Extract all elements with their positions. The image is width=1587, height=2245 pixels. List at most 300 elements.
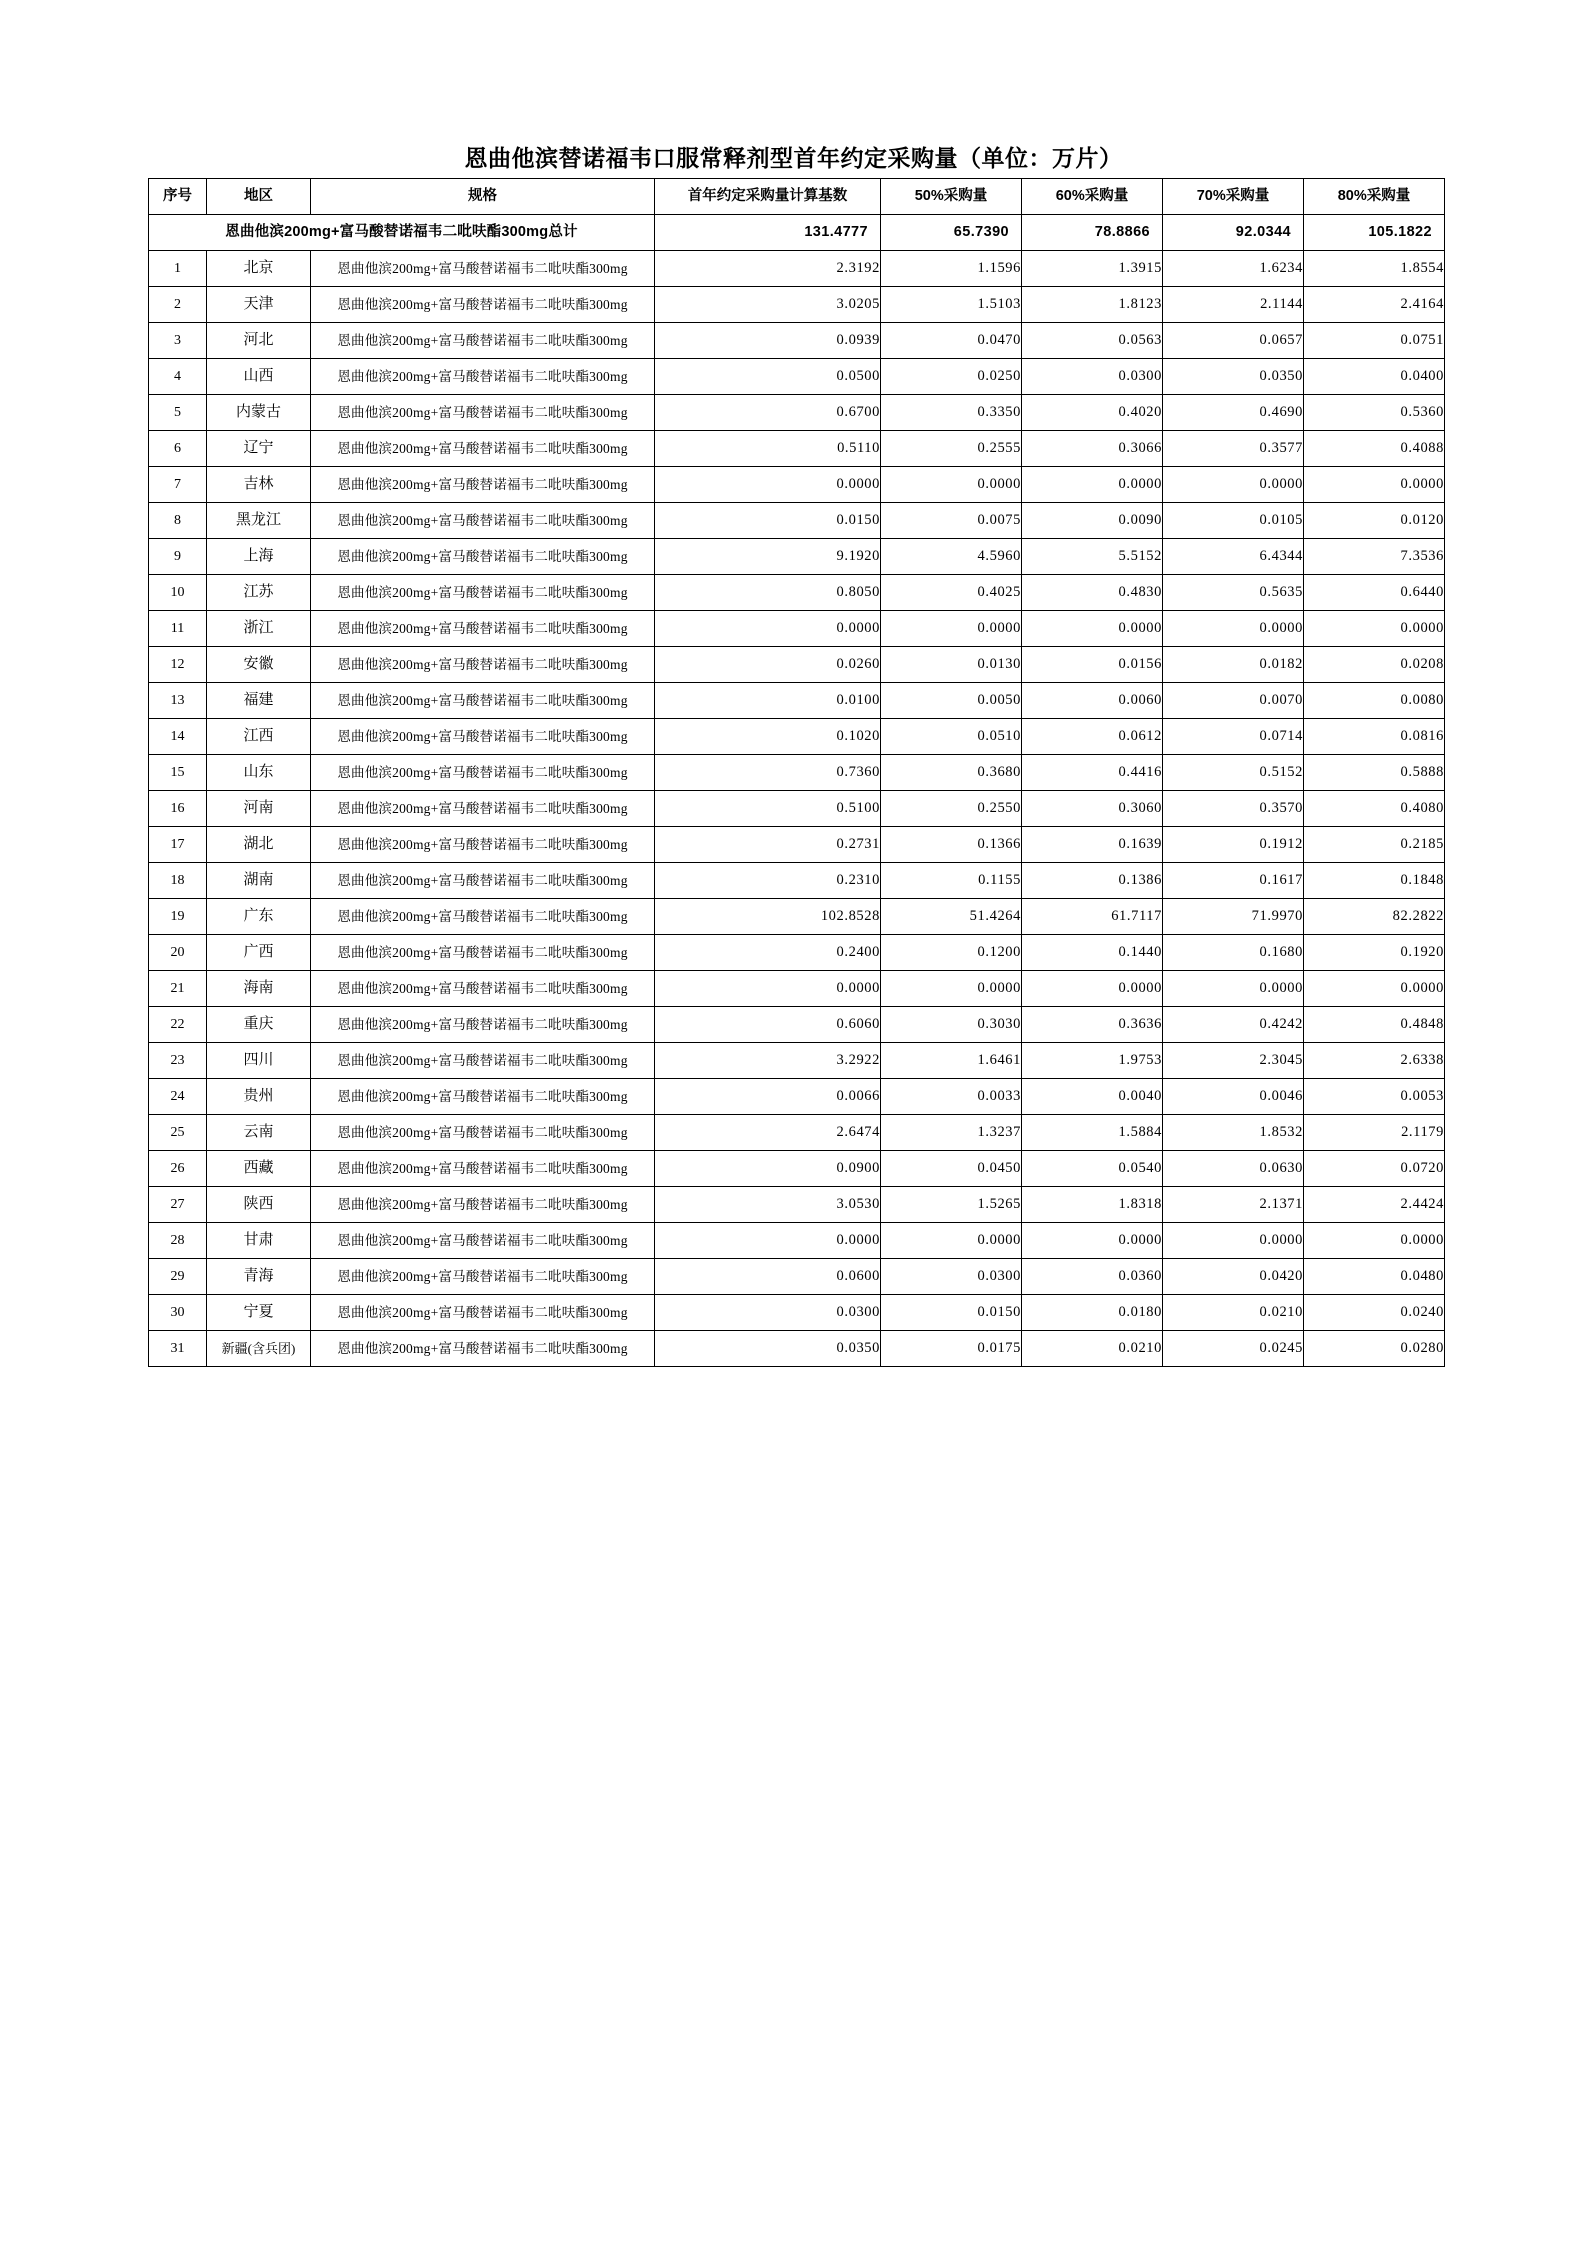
cell-p80: 0.0000 — [1304, 971, 1445, 1007]
cell-p80: 0.0000 — [1304, 1223, 1445, 1259]
cell-p70: 0.0046 — [1163, 1079, 1304, 1115]
cell-p60: 0.3060 — [1022, 791, 1163, 827]
column-header-region: 地区 — [207, 179, 311, 215]
column-header-p50: 50%采购量 — [881, 179, 1022, 215]
cell-p50: 1.5265 — [881, 1187, 1022, 1223]
table-row — [149, 503, 1445, 539]
cell-p70: 0.4242 — [1163, 1007, 1304, 1043]
cell-p50: 0.0450 — [881, 1151, 1022, 1187]
cell-p50: 1.5103 — [881, 287, 1022, 323]
cell-region: 天津 — [207, 287, 311, 323]
cell-p60: 0.1639 — [1022, 827, 1163, 863]
cell-p60: 0.3636 — [1022, 1007, 1163, 1043]
cell-region: 海南 — [207, 971, 311, 1007]
cell-p70: 0.1680 — [1163, 935, 1304, 971]
cell-spec: 恩曲他滨200mg+富马酸替诺福韦二吡呋酯300mg — [311, 1295, 655, 1331]
cell-p70: 0.0000 — [1163, 971, 1304, 1007]
cell-p80: 0.0208 — [1304, 647, 1445, 683]
cell-p80: 2.6338 — [1304, 1043, 1445, 1079]
cell-base: 0.2731 — [655, 827, 881, 863]
cell-index: 3 — [149, 323, 207, 359]
table-row — [149, 395, 1445, 431]
table-row — [149, 467, 1445, 503]
column-header-p60: 60%采购量 — [1022, 179, 1163, 215]
cell-region: 河南 — [207, 791, 311, 827]
cell-base: 0.6060 — [655, 1007, 881, 1043]
cell-p60: 1.5884 — [1022, 1115, 1163, 1151]
table-row — [149, 1223, 1445, 1259]
table-row — [149, 575, 1445, 611]
cell-index: 17 — [149, 827, 207, 863]
cell-p50: 0.0033 — [881, 1079, 1022, 1115]
cell-index: 8 — [149, 503, 207, 539]
cell-p50: 0.3350 — [881, 395, 1022, 431]
cell-region: 江西 — [207, 719, 311, 755]
cell-p80: 0.0000 — [1304, 467, 1445, 503]
cell-base: 0.7360 — [655, 755, 881, 791]
cell-p70: 0.3570 — [1163, 791, 1304, 827]
cell-spec: 恩曲他滨200mg+富马酸替诺福韦二吡呋酯300mg — [311, 935, 655, 971]
cell-p50: 51.4264 — [881, 899, 1022, 935]
column-header-spec: 规格 — [311, 179, 655, 215]
cell-p80: 0.2185 — [1304, 827, 1445, 863]
cell-index: 28 — [149, 1223, 207, 1259]
cell-p50: 0.0175 — [881, 1331, 1022, 1367]
cell-p80: 0.4848 — [1304, 1007, 1445, 1043]
cell-p70: 0.0000 — [1163, 611, 1304, 647]
cell-p50: 0.3680 — [881, 755, 1022, 791]
cell-p80: 0.0751 — [1304, 323, 1445, 359]
cell-p60: 0.0300 — [1022, 359, 1163, 395]
cell-p60: 0.0360 — [1022, 1259, 1163, 1295]
cell-p80: 2.4164 — [1304, 287, 1445, 323]
total-label: 恩曲他滨200mg+富马酸替诺福韦二吡呋酯300mg总计 — [149, 215, 655, 251]
table-row — [149, 251, 1445, 287]
cell-index: 2 — [149, 287, 207, 323]
cell-p80: 0.5888 — [1304, 755, 1445, 791]
cell-p60: 0.3066 — [1022, 431, 1163, 467]
cell-index: 25 — [149, 1115, 207, 1151]
cell-base: 0.0600 — [655, 1259, 881, 1295]
cell-p80: 7.3536 — [1304, 539, 1445, 575]
cell-p50: 0.0000 — [881, 1223, 1022, 1259]
cell-spec: 恩曲他滨200mg+富马酸替诺福韦二吡呋酯300mg — [311, 1331, 655, 1367]
cell-p80: 0.0000 — [1304, 611, 1445, 647]
table-row — [149, 323, 1445, 359]
cell-base: 0.0300 — [655, 1295, 881, 1331]
cell-base: 0.5110 — [655, 431, 881, 467]
page-title: 恩曲他滨替诺福韦口服常释剂型首年约定采购量（单位：万片） — [464, 145, 1123, 171]
table-row — [149, 683, 1445, 719]
cell-spec: 恩曲他滨200mg+富马酸替诺福韦二吡呋酯300mg — [311, 863, 655, 899]
cell-region: 吉林 — [207, 467, 311, 503]
cell-p50: 0.0130 — [881, 647, 1022, 683]
cell-p60: 0.4416 — [1022, 755, 1163, 791]
cell-base: 0.0000 — [655, 971, 881, 1007]
table-row — [149, 1007, 1445, 1043]
cell-spec: 恩曲他滨200mg+富马酸替诺福韦二吡呋酯300mg — [311, 611, 655, 647]
table-row — [149, 359, 1445, 395]
cell-index: 11 — [149, 611, 207, 647]
cell-p60: 0.4830 — [1022, 575, 1163, 611]
cell-index: 15 — [149, 755, 207, 791]
cell-p70: 0.4690 — [1163, 395, 1304, 431]
cell-region: 福建 — [207, 683, 311, 719]
table-row — [149, 431, 1445, 467]
cell-p60: 0.0563 — [1022, 323, 1163, 359]
cell-p80: 0.5360 — [1304, 395, 1445, 431]
cell-p70: 0.0420 — [1163, 1259, 1304, 1295]
cell-p50: 1.1596 — [881, 251, 1022, 287]
cell-p80: 0.0720 — [1304, 1151, 1445, 1187]
cell-index: 1 — [149, 251, 207, 287]
cell-p80: 0.0080 — [1304, 683, 1445, 719]
cell-p50: 0.0075 — [881, 503, 1022, 539]
cell-p50: 0.0470 — [881, 323, 1022, 359]
cell-p70: 2.1144 — [1163, 287, 1304, 323]
cell-p70: 71.9970 — [1163, 899, 1304, 935]
cell-base: 0.0500 — [655, 359, 881, 395]
cell-p60: 0.0040 — [1022, 1079, 1163, 1115]
cell-spec: 恩曲他滨200mg+富马酸替诺福韦二吡呋酯300mg — [311, 539, 655, 575]
cell-index: 5 — [149, 395, 207, 431]
cell-p60: 0.0000 — [1022, 971, 1163, 1007]
cell-index: 26 — [149, 1151, 207, 1187]
cell-p80: 0.0480 — [1304, 1259, 1445, 1295]
cell-p70: 0.0210 — [1163, 1295, 1304, 1331]
cell-region: 西藏 — [207, 1151, 311, 1187]
cell-p80: 0.4088 — [1304, 431, 1445, 467]
cell-base: 0.6700 — [655, 395, 881, 431]
cell-spec: 恩曲他滨200mg+富马酸替诺福韦二吡呋酯300mg — [311, 251, 655, 287]
cell-spec: 恩曲他滨200mg+富马酸替诺福韦二吡呋酯300mg — [311, 395, 655, 431]
cell-region: 河北 — [207, 323, 311, 359]
cell-p60: 5.5152 — [1022, 539, 1163, 575]
cell-spec: 恩曲他滨200mg+富马酸替诺福韦二吡呋酯300mg — [311, 1187, 655, 1223]
cell-p60: 0.0090 — [1022, 503, 1163, 539]
cell-p80: 0.4080 — [1304, 791, 1445, 827]
table-row — [149, 1079, 1445, 1115]
cell-p70: 0.0182 — [1163, 647, 1304, 683]
cell-p50: 0.0050 — [881, 683, 1022, 719]
cell-spec: 恩曲他滨200mg+富马酸替诺福韦二吡呋酯300mg — [311, 431, 655, 467]
cell-index: 22 — [149, 1007, 207, 1043]
cell-spec: 恩曲他滨200mg+富马酸替诺福韦二吡呋酯300mg — [311, 899, 655, 935]
cell-spec: 恩曲他滨200mg+富马酸替诺福韦二吡呋酯300mg — [311, 503, 655, 539]
cell-index: 12 — [149, 647, 207, 683]
cell-p60: 0.0540 — [1022, 1151, 1163, 1187]
cell-index: 16 — [149, 791, 207, 827]
cell-p80: 0.0120 — [1304, 503, 1445, 539]
cell-base: 0.2310 — [655, 863, 881, 899]
cell-region: 浙江 — [207, 611, 311, 647]
cell-p50: 1.6461 — [881, 1043, 1022, 1079]
table-row — [149, 1043, 1445, 1079]
cell-p70: 1.6234 — [1163, 251, 1304, 287]
cell-p80: 0.0053 — [1304, 1079, 1445, 1115]
cell-p80: 0.1848 — [1304, 863, 1445, 899]
cell-spec: 恩曲他滨200mg+富马酸替诺福韦二吡呋酯300mg — [311, 827, 655, 863]
cell-p50: 0.0150 — [881, 1295, 1022, 1331]
cell-spec: 恩曲他滨200mg+富马酸替诺福韦二吡呋酯300mg — [311, 647, 655, 683]
cell-base: 0.1020 — [655, 719, 881, 755]
cell-base: 2.6474 — [655, 1115, 881, 1151]
cell-p50: 0.0510 — [881, 719, 1022, 755]
cell-p60: 1.9753 — [1022, 1043, 1163, 1079]
cell-p80: 0.0816 — [1304, 719, 1445, 755]
cell-p80: 0.0400 — [1304, 359, 1445, 395]
cell-p60: 0.0210 — [1022, 1331, 1163, 1367]
cell-p50: 0.0300 — [881, 1259, 1022, 1295]
cell-region: 四川 — [207, 1043, 311, 1079]
cell-p60: 0.0180 — [1022, 1295, 1163, 1331]
cell-p50: 0.0000 — [881, 611, 1022, 647]
cell-p70: 0.0105 — [1163, 503, 1304, 539]
cell-base: 0.0150 — [655, 503, 881, 539]
cell-index: 10 — [149, 575, 207, 611]
cell-base: 0.0100 — [655, 683, 881, 719]
cell-base: 3.2922 — [655, 1043, 881, 1079]
table-row — [149, 1331, 1445, 1367]
table-row — [149, 755, 1445, 791]
cell-p70: 0.5152 — [1163, 755, 1304, 791]
cell-region: 山东 — [207, 755, 311, 791]
cell-p50: 0.4025 — [881, 575, 1022, 611]
cell-region: 重庆 — [207, 1007, 311, 1043]
cell-base: 2.3192 — [655, 251, 881, 287]
cell-region: 广东 — [207, 899, 311, 935]
cell-p80: 82.2822 — [1304, 899, 1445, 935]
cell-spec: 恩曲他滨200mg+富马酸替诺福韦二吡呋酯300mg — [311, 1151, 655, 1187]
cell-p50: 0.1155 — [881, 863, 1022, 899]
cell-region: 安徽 — [207, 647, 311, 683]
table-row — [149, 1115, 1445, 1151]
cell-index: 30 — [149, 1295, 207, 1331]
procurement-table-container — [148, 178, 1444, 1367]
table-header-row — [149, 179, 1445, 215]
cell-base: 0.0066 — [655, 1079, 881, 1115]
cell-p60: 0.0000 — [1022, 467, 1163, 503]
cell-base: 102.8528 — [655, 899, 881, 935]
cell-p60: 0.0000 — [1022, 611, 1163, 647]
cell-p70: 0.0350 — [1163, 359, 1304, 395]
table-row — [149, 935, 1445, 971]
cell-p50: 0.1366 — [881, 827, 1022, 863]
cell-p60: 1.3915 — [1022, 251, 1163, 287]
table-row — [149, 971, 1445, 1007]
cell-spec: 恩曲他滨200mg+富马酸替诺福韦二吡呋酯300mg — [311, 1079, 655, 1115]
cell-index: 6 — [149, 431, 207, 467]
cell-p80: 1.8554 — [1304, 251, 1445, 287]
total-p70: 92.0344 — [1163, 215, 1304, 251]
cell-p70: 0.1617 — [1163, 863, 1304, 899]
cell-p80: 2.4424 — [1304, 1187, 1445, 1223]
cell-p60: 61.7117 — [1022, 899, 1163, 935]
cell-region: 青海 — [207, 1259, 311, 1295]
cell-spec: 恩曲他滨200mg+富马酸替诺福韦二吡呋酯300mg — [311, 1043, 655, 1079]
cell-index: 13 — [149, 683, 207, 719]
cell-base: 9.1920 — [655, 539, 881, 575]
table-row — [149, 1295, 1445, 1331]
cell-base: 0.0900 — [655, 1151, 881, 1187]
cell-p80: 0.6440 — [1304, 575, 1445, 611]
cell-base: 0.0000 — [655, 611, 881, 647]
cell-p80: 2.1179 — [1304, 1115, 1445, 1151]
cell-p70: 0.0657 — [1163, 323, 1304, 359]
cell-p70: 0.0630 — [1163, 1151, 1304, 1187]
cell-base: 0.0939 — [655, 323, 881, 359]
cell-base: 0.5100 — [655, 791, 881, 827]
cell-p70: 0.5635 — [1163, 575, 1304, 611]
cell-p60: 1.8123 — [1022, 287, 1163, 323]
cell-spec: 恩曲他滨200mg+富马酸替诺福韦二吡呋酯300mg — [311, 1259, 655, 1295]
table-row — [149, 539, 1445, 575]
table-row — [149, 647, 1445, 683]
cell-region: 湖南 — [207, 863, 311, 899]
cell-p50: 0.1200 — [881, 935, 1022, 971]
cell-p60: 0.1386 — [1022, 863, 1163, 899]
cell-spec: 恩曲他滨200mg+富马酸替诺福韦二吡呋酯300mg — [311, 467, 655, 503]
cell-p70: 0.0000 — [1163, 1223, 1304, 1259]
cell-base: 3.0205 — [655, 287, 881, 323]
cell-region: 内蒙古 — [207, 395, 311, 431]
cell-index: 19 — [149, 899, 207, 935]
column-header-index: 序号 — [149, 179, 207, 215]
cell-p60: 0.0612 — [1022, 719, 1163, 755]
table-row — [149, 287, 1445, 323]
table-total-row — [149, 215, 1445, 251]
column-header-p80: 80%采购量 — [1304, 179, 1445, 215]
cell-index: 24 — [149, 1079, 207, 1115]
column-header-base: 首年约定采购量计算基数 — [655, 179, 881, 215]
cell-spec: 恩曲他滨200mg+富马酸替诺福韦二吡呋酯300mg — [311, 575, 655, 611]
table-row — [149, 1151, 1445, 1187]
table-row — [149, 1259, 1445, 1295]
cell-p70: 1.8532 — [1163, 1115, 1304, 1151]
cell-spec: 恩曲他滨200mg+富马酸替诺福韦二吡呋酯300mg — [311, 683, 655, 719]
cell-p60: 0.1440 — [1022, 935, 1163, 971]
cell-region: 黑龙江 — [207, 503, 311, 539]
cell-index: 9 — [149, 539, 207, 575]
cell-spec: 恩曲他滨200mg+富马酸替诺福韦二吡呋酯300mg — [311, 323, 655, 359]
table-row — [149, 899, 1445, 935]
cell-region: 宁夏 — [207, 1295, 311, 1331]
cell-p70: 6.4344 — [1163, 539, 1304, 575]
cell-region: 湖北 — [207, 827, 311, 863]
cell-spec: 恩曲他滨200mg+富马酸替诺福韦二吡呋酯300mg — [311, 971, 655, 1007]
column-header-p70: 70%采购量 — [1163, 179, 1304, 215]
cell-index: 7 — [149, 467, 207, 503]
procurement-table — [148, 178, 1445, 1367]
cell-index: 21 — [149, 971, 207, 1007]
cell-index: 23 — [149, 1043, 207, 1079]
cell-p60: 0.0156 — [1022, 647, 1163, 683]
cell-p70: 0.0245 — [1163, 1331, 1304, 1367]
cell-p50: 0.3030 — [881, 1007, 1022, 1043]
cell-spec: 恩曲他滨200mg+富马酸替诺福韦二吡呋酯300mg — [311, 359, 655, 395]
cell-p50: 0.0000 — [881, 971, 1022, 1007]
cell-region: 陕西 — [207, 1187, 311, 1223]
table-row — [149, 827, 1445, 863]
cell-p70: 0.0000 — [1163, 467, 1304, 503]
cell-p60: 0.4020 — [1022, 395, 1163, 431]
cell-region: 新疆(含兵团) — [207, 1331, 311, 1367]
cell-spec: 恩曲他滨200mg+富马酸替诺福韦二吡呋酯300mg — [311, 1115, 655, 1151]
cell-region: 上海 — [207, 539, 311, 575]
cell-region: 辽宁 — [207, 431, 311, 467]
table-row — [149, 1187, 1445, 1223]
table-body — [149, 215, 1445, 1367]
cell-index: 27 — [149, 1187, 207, 1223]
cell-base: 0.0260 — [655, 647, 881, 683]
cell-p70: 2.1371 — [1163, 1187, 1304, 1223]
cell-p60: 0.0060 — [1022, 683, 1163, 719]
cell-spec: 恩曲他滨200mg+富马酸替诺福韦二吡呋酯300mg — [311, 1223, 655, 1259]
cell-p50: 0.2550 — [881, 791, 1022, 827]
total-p80: 105.1822 — [1304, 215, 1445, 251]
cell-region: 江苏 — [207, 575, 311, 611]
cell-p70: 0.1912 — [1163, 827, 1304, 863]
cell-p70: 0.0714 — [1163, 719, 1304, 755]
total-p50: 65.7390 — [881, 215, 1022, 251]
cell-p70: 0.0070 — [1163, 683, 1304, 719]
table-row — [149, 719, 1445, 755]
cell-region: 云南 — [207, 1115, 311, 1151]
cell-base: 0.0000 — [655, 467, 881, 503]
cell-base: 0.8050 — [655, 575, 881, 611]
cell-index: 31 — [149, 1331, 207, 1367]
cell-p80: 0.0280 — [1304, 1331, 1445, 1367]
cell-index: 4 — [149, 359, 207, 395]
cell-p60: 0.0000 — [1022, 1223, 1163, 1259]
cell-base: 0.0350 — [655, 1331, 881, 1367]
cell-spec: 恩曲他滨200mg+富马酸替诺福韦二吡呋酯300mg — [311, 1007, 655, 1043]
cell-spec: 恩曲他滨200mg+富马酸替诺福韦二吡呋酯300mg — [311, 755, 655, 791]
cell-p80: 0.0240 — [1304, 1295, 1445, 1331]
cell-index: 18 — [149, 863, 207, 899]
cell-p80: 0.1920 — [1304, 935, 1445, 971]
cell-base: 0.2400 — [655, 935, 881, 971]
cell-region: 贵州 — [207, 1079, 311, 1115]
cell-p70: 0.3577 — [1163, 431, 1304, 467]
cell-region: 北京 — [207, 251, 311, 287]
cell-p50: 1.3237 — [881, 1115, 1022, 1151]
cell-index: 14 — [149, 719, 207, 755]
cell-spec: 恩曲他滨200mg+富马酸替诺福韦二吡呋酯300mg — [311, 287, 655, 323]
cell-region: 山西 — [207, 359, 311, 395]
cell-index: 20 — [149, 935, 207, 971]
cell-index: 29 — [149, 1259, 207, 1295]
cell-region: 甘肃 — [207, 1223, 311, 1259]
table-header — [149, 179, 1445, 215]
cell-base: 3.0530 — [655, 1187, 881, 1223]
cell-p70: 2.3045 — [1163, 1043, 1304, 1079]
table-row — [149, 611, 1445, 647]
cell-spec: 恩曲他滨200mg+富马酸替诺福韦二吡呋酯300mg — [311, 791, 655, 827]
total-base: 131.4777 — [655, 215, 881, 251]
cell-p50: 4.5960 — [881, 539, 1022, 575]
cell-base: 0.0000 — [655, 1223, 881, 1259]
total-p60: 78.8866 — [1022, 215, 1163, 251]
cell-p50: 0.0250 — [881, 359, 1022, 395]
cell-p50: 0.0000 — [881, 467, 1022, 503]
cell-p50: 0.2555 — [881, 431, 1022, 467]
cell-p60: 1.8318 — [1022, 1187, 1163, 1223]
table-row — [149, 863, 1445, 899]
cell-spec: 恩曲他滨200mg+富马酸替诺福韦二吡呋酯300mg — [311, 719, 655, 755]
cell-region: 广西 — [207, 935, 311, 971]
table-row — [149, 791, 1445, 827]
